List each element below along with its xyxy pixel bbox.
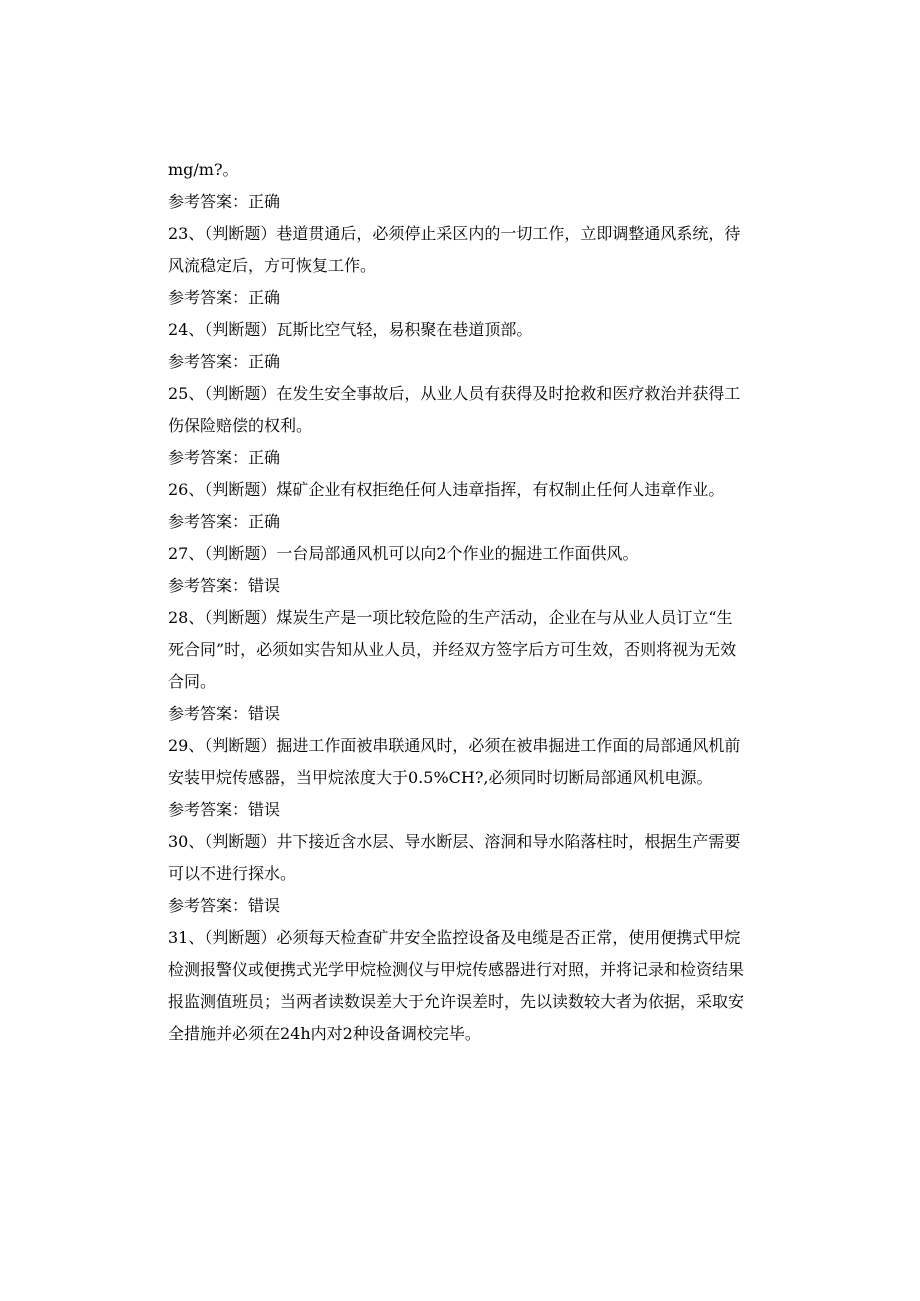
- question-25: 25、（判断题）在发生安全事故后，从业人员有获得及时抢救和医疗救治并获得工伤保险赔偿的权利。: [168, 384, 741, 435]
- question-30: 30、（判断题）井下接近含水层、导水断层、溶洞和导水陷落柱时，根据生产需要可以不进行探水。: [168, 832, 741, 883]
- answer-23: 参考答案：正确: [168, 288, 281, 307]
- question-26: 26、（判断题）煤矿企业有权拒绝任何人违章指挥，有权制止任何人违章作业。: [168, 480, 725, 499]
- lead-fragment: mg/m?。: [168, 160, 239, 179]
- answer-28: 参考答案：错误: [168, 704, 281, 723]
- question-23: 23、（判断题）巷道贯通后，必须停止采区内的一切工作，立即调整通风系统，待风流稳定后，方可恢复工作。: [168, 224, 741, 275]
- question-29: 29、（判断题）掘进工作面被串联通风时，必须在被串掘进工作面的局部通风机前安装甲烷传感器，当甲烷浓度大于0.5%CH?,必须同时切断局部通风机电源。: [168, 736, 741, 787]
- answer-30: 参考答案：错误: [168, 896, 281, 915]
- question-31: 31、（判断题）必须每天检查矿井安全监控设备及电缆是否正常，使用便携式甲烷检测报警仪或便携式光学甲烷检测仪与甲烷传感器进行对照，并将记录和检资结果报监测值班员；当两者读数误差大于允许误差时，先以读数较大者为依据，采取安全措施并必须在24h内对2种设备调校完毕。: [168, 928, 745, 1043]
- answer-27: 参考答案：错误: [168, 576, 281, 595]
- answer-24: 参考答案：正确: [168, 352, 281, 371]
- document-body: [168, 154, 748, 1050]
- question-24: 24、（判断题）瓦斯比空气轻，易积聚在巷道顶部。: [168, 320, 533, 339]
- question-28: 28、（判断题）煤炭生产是一项比较危险的生产活动，企业在与从业人员订立“生死合同”时，必须如实告知从业人员，并经双方签字后方可生效，否则将视为无效合同。: [168, 608, 737, 691]
- answer-29: 参考答案：错误: [168, 800, 281, 819]
- answer-22: 参考答案：正确: [168, 192, 281, 211]
- answer-26: 参考答案：正确: [168, 512, 281, 531]
- question-27: 27、（判断题）一台局部通风机可以向2个作业的掘进工作面供风。: [168, 544, 639, 563]
- answer-25: 参考答案：正确: [168, 448, 281, 467]
